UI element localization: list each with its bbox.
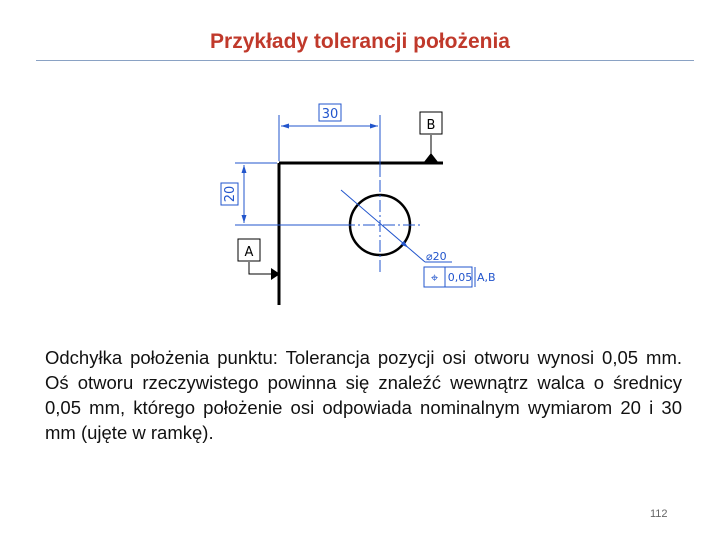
arrowhead-left: [281, 124, 289, 129]
basic-dim-vertical: 20: [223, 185, 238, 203]
fcf-datums: A,B: [477, 271, 496, 284]
arrowhead-bottom: [242, 215, 247, 223]
datum-a-label: A: [244, 245, 254, 260]
hole-diameter-label: ⌀20: [426, 250, 447, 263]
page-number: 112: [650, 508, 668, 520]
arrowhead-right: [370, 124, 378, 129]
datum-a-leader: [249, 262, 271, 274]
fcf-tolerance: 0,05: [447, 271, 473, 284]
basic-dim-horizontal: 30: [321, 107, 339, 122]
slide-body-text: Odchyłka położenia punktu: Tolerancja pozycji osi otworu wynosi 0,05 mm. Oś otworu rzeczywistego powinna się znaleźć wewnątrz walca o średnicy 0,05 mm, którego położenie osi odpowiada nominalnym wymiarom 20 i 30 mm (ujęte w ramkę).: [45, 347, 682, 443]
slide-title: Przykłady tolerancji położenia: [210, 30, 510, 53]
position-symbol: ⌖: [430, 271, 439, 286]
diameter-leader: [341, 190, 425, 262]
arrowhead-top: [242, 165, 247, 173]
datum-b-triangle: [424, 153, 438, 162]
datum-b-label: B: [426, 118, 436, 133]
